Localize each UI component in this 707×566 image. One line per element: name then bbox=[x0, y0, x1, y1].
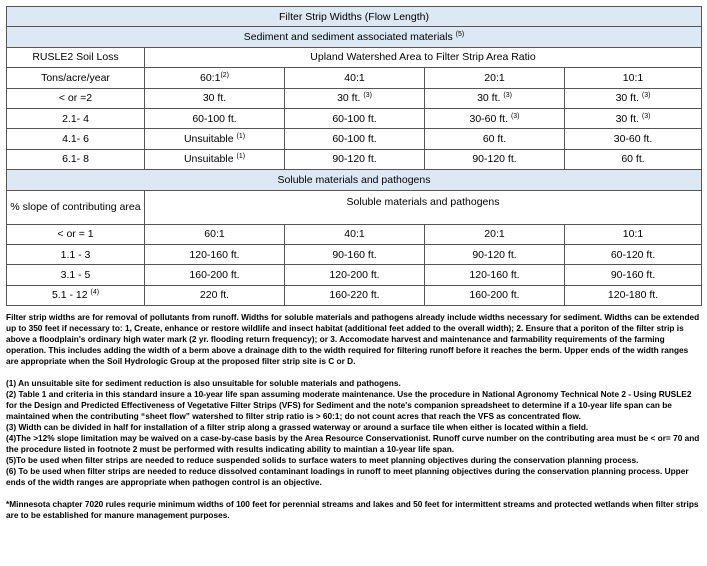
area-ratio-header: Upland Watershed Area to Filter Strip Area Ratio bbox=[145, 47, 702, 67]
ratio-header: 60:1$^{(2)}$ bbox=[145, 68, 285, 88]
table-row: 2.1- 4 60-100 ft. 60-100 ft. 30-60 ft. $^{(3)}$ 30 ft. $^{(3)}$ bbox=[7, 108, 702, 128]
soluble-section-header: Soluble materials and pathogens bbox=[7, 170, 702, 190]
slope-header: % slope of contributing area bbox=[7, 190, 145, 224]
table-title: Filter Strip Widths (Flow Length) bbox=[7, 7, 702, 27]
table-row: 5.1 - 12 $^{(4)}$ 220 ft. 160-220 ft. 160-200 ft. 120-180 ft. bbox=[7, 285, 702, 305]
footnote: (3) Width can be divided in half for installation of a filter strip along a grassed waterway or around a surface tile when either is located within a field. bbox=[6, 422, 589, 433]
footnote: (5)To be used when filter strips are needed to reduce suspended solids to surface waters to meet planning objectives during the conservation planning process. bbox=[6, 455, 639, 466]
table-row: 3.1 - 5 160-200 ft. 120-200 ft. 120-160 ft. 90-160 ft. bbox=[7, 265, 702, 285]
table-row: < or =2 30 ft. 30 ft. $^{(3)}$ 30 ft. $^{(3)}$ 30 ft. $^{(3)}$ bbox=[7, 88, 702, 108]
table-row: 1.1 - 3 120-160 ft. 90-160 ft. 90-120 ft. 60-120 ft. bbox=[7, 244, 702, 264]
sediment-section-header: Sediment and sediment associated materials $^{(5)}$ bbox=[7, 27, 702, 47]
footnote: (2) Table 1 and criteria in this standard insure a 10-year life span assuming moderate maintenance. Use the procedure in National Agronomy Technical Note 2 - Using RUSLE2 for the Design and Predicted Effectiveness of Vegetative Filter Strips (VFS) for Sediment and the note's companion spreadsheet to determine if a 10-year life span can be maintained when the contributing “sheet flow” watershed to filter strip ratio is > 60:1; do not count acres that reach the VFS as concentrated flow. bbox=[6, 389, 692, 422]
footnotes bbox=[6, 312, 701, 521]
soil-loss-header: RUSLE2 Soil Loss bbox=[7, 47, 145, 67]
filter-strip-widths-table: Filter Strip Widths (Flow Length) Sediment and sediment associated materials $^{(5)}$ RUSLE2 Soil Loss Upland Watershed Area to Filter Strip Area Ratio Tons/acre/year 60:1$^{(2)}$ 40:1 20:1 10:1 < or =2 30 ft. 30 ft. $^{(3)}$ 30 ft. $^{(3)}$ 30 ft. $^{(3)}$ 2.1- 4 60-100 ft. 60-100 ft. 30-60 ft. $^{(3)}$ 30 ft. $^{(3)}$ 4.1- 6 Unsuitable $^{(1)}$ 60-100 ft. 60 ft. 30-60 ft. 6.1- 8 Unsuitable $^{(1)}$ 90-120 ft. 90-120 ft. 60 ft. Soluble materials and pathogens % slope of contributing area Soluble materials and pathogens < or = 1 60:1 40:1 20:1 10:1 1.1 - 3 120-160 ft. 90-160 ft. 90-120 ft. 60-120 ft. 3.1 - 5 160-200 ft. 120-200 ft. 120-160 ft. 90-160 ft. 5.1 - 12 $^{(4)}$ 220 ft. 160-220 ft. 160-200 ft. 120-180 ft. bbox=[6, 6, 702, 306]
soluble-subheader: Soluble materials and pathogens bbox=[145, 190, 702, 224]
units-header: Tons/acre/year bbox=[7, 68, 145, 88]
table-row: 6.1- 8 Unsuitable $^{(1)}$ 90-120 ft. 90-120 ft. 60 ft. bbox=[7, 149, 702, 169]
intro-paragraph: Filter strip widths are for removal of pollutants from runoff. Widths for soluble materials and pathogens already include widths necessary for sediment. Widths can be extended up to 350 feet if necessary to: 1, Create, enhance or restore wildlife and insect habitat (additional feet added to the overall width); 2. Ensure that a poriton of the filter strip is above a floodplain's ordinary high water mark (2 yr. flooding return frequency); or 3. Accomodate harvest and maintenance and farmability requirements of the farming operation. This includes adding the width of a berm above a drainage dith to the width required for filtering runoff before it reaches the berm. Upper ends of the width ranges are appropriate when the Soil Hydrologic Group at the proposed filter strip site is C or D. bbox=[6, 312, 700, 367]
table-row: 4.1- 6 Unsuitable $^{(1)}$ 60-100 ft. 60 ft. 30-60 ft. bbox=[7, 129, 702, 149]
footnote: (4)The >12% slope limitation may be waived on a case-by-case basis by the Area Resource Conservationist. Runoff curve number on the contributing area must be < or= 70 and the procedure listed in footnote 2 must be performed with results indicating ability to maintian a 10-year life span. bbox=[6, 433, 700, 455]
ratio-header: 20:1 bbox=[425, 68, 565, 88]
ratio-header: 10:1 bbox=[565, 68, 702, 88]
ratio-header: 40:1 bbox=[285, 68, 425, 88]
footnote: (6) To be used when filter strips are needed to reduce dissolved contaminant loadings in runoff to meet planning objectives during the conservation planning process. Upper ends of the width ranges are appropriate when pathogen control is an objective. bbox=[6, 466, 689, 488]
minnesota-note: *Minnesota chapter 7020 rules requrie minimum widths of 100 feet for perennial streams and lakes and 50 feet for intermittent streams and protected wetlands when filter strips are to be established for manure management purposes. bbox=[6, 499, 699, 521]
footnote: (1) An unsuitable site for sediment reduction is also unsuitable for soluble materials and pathogens. bbox=[6, 378, 401, 389]
